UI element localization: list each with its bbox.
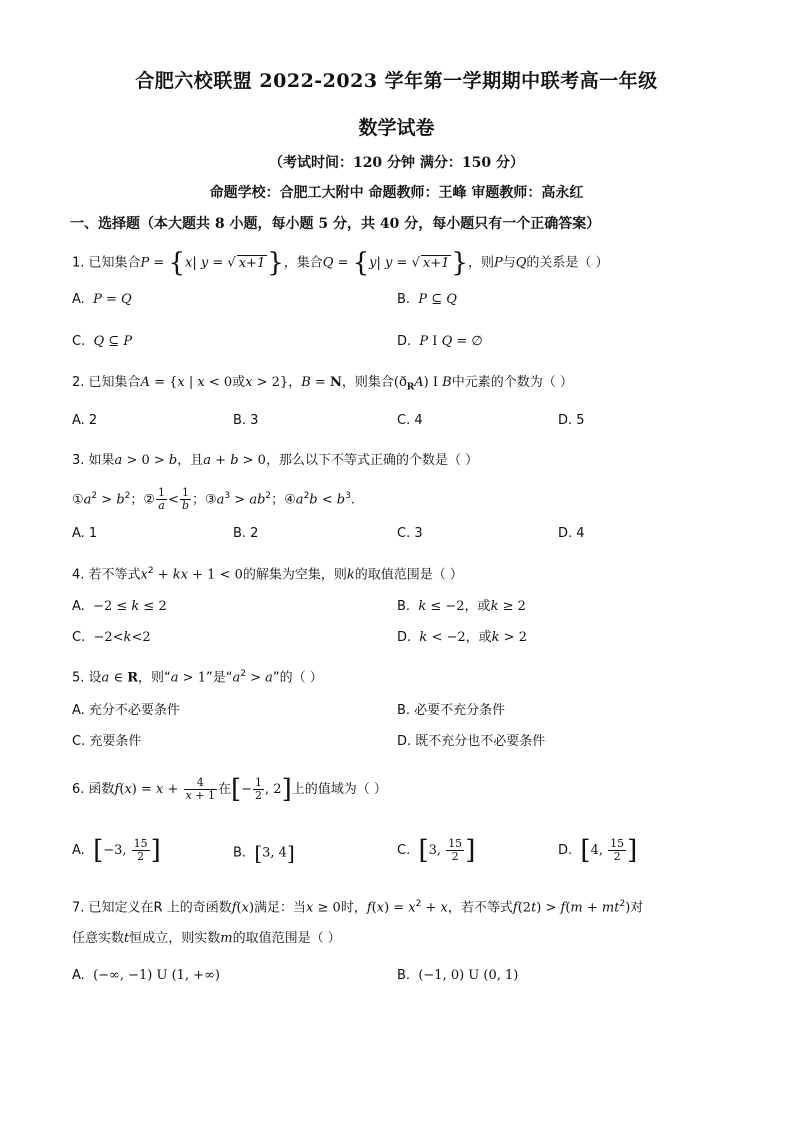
q2-option-a: A. 2 bbox=[72, 413, 98, 428]
q6-prefix: 6. 函数 bbox=[72, 782, 115, 797]
q5-prefix: 5. 设 bbox=[72, 670, 102, 686]
option-label: A. bbox=[72, 292, 85, 307]
q7-prefix: 7. 已知定义在R 上的奇函数 bbox=[72, 900, 232, 916]
q7-mid1: 满足：当 bbox=[254, 900, 307, 916]
option-label: A. bbox=[72, 968, 85, 983]
question-7: 7. 已知定义在R 上的奇函数f(x)满足：当x ≥ 0时，$f(x) = x^2 + x$，若不等式$f(2t) > f(m + mt^2)$对 bbox=[72, 899, 644, 916]
option-label: D. bbox=[397, 334, 412, 349]
q1-then: ，则 bbox=[467, 255, 494, 271]
q7-line2-mid: 恒成立，则实数 bbox=[129, 931, 221, 946]
q7-line2-prefix: 任意实数 bbox=[72, 931, 125, 946]
option-label: B. bbox=[397, 292, 411, 307]
q3-option-b: B. 2 bbox=[233, 526, 259, 541]
q3-suffix: ，那么以下不等式正确的个数是（ ） bbox=[265, 453, 479, 468]
q7-option-a: A. (−∞, −1) U (1, +∞) bbox=[72, 968, 220, 983]
exam-authors: 命题学校：合肥工大附中 命题教师：王峰 审题教师：高永红 bbox=[209, 185, 584, 201]
q6-option-a: A. [−3, $\frac{15}{2}$ ] bbox=[72, 835, 161, 866]
q6-option-d: D. [4, $\frac{15}{2}$ ] bbox=[558, 835, 638, 866]
q3-prefix: 3. 如果 bbox=[72, 453, 115, 468]
q7-mid3: ，若不等式 bbox=[447, 900, 513, 916]
q2-tail: ，则集合 bbox=[341, 375, 394, 390]
q6-option-c: C. [3, $\frac{15}{2}$ ] bbox=[397, 835, 476, 866]
question-4: 4. 若不等式$x^2$ + kx + 1 < 0的解集为空集，则k的取值范围是（ ） bbox=[72, 566, 463, 583]
q2-option-d: D. 5 bbox=[558, 413, 585, 428]
question-6: 6. 函数f(x) = x + $\frac{4}{x + 1}$ 在[− $\frac{1}{2}$ , 2]上的值域为（ ） bbox=[72, 774, 387, 805]
question-1: 1. 已知集合P = {x| y = √ x+1}，集合Q = {y| y = √ x+1}，则P与Q的关系是（ ） bbox=[72, 248, 609, 278]
q7-suffix: 对 bbox=[630, 900, 644, 916]
q5-option-b: B. 必要不充分条件 bbox=[397, 703, 506, 718]
question-2: 2. 已知集合A = {x | x < 0或x > 2}，B = N，则集合$(ð_RA)$ I B中元素的个数为（ ） bbox=[72, 375, 573, 393]
q4-option-c: C. −2<k<2 bbox=[72, 630, 151, 645]
q6-suffix: 上的值域为（ ） bbox=[291, 782, 387, 797]
option-label: B. bbox=[233, 845, 247, 861]
q2-mid: ， bbox=[288, 375, 302, 390]
q1-with: 与 bbox=[502, 255, 516, 271]
q7-option-b: B. (−1, 0) U (0, 1) bbox=[397, 968, 519, 983]
q4-option-a: A. −2 ≤ k ≤ 2 bbox=[72, 599, 167, 614]
option-label: D. bbox=[558, 843, 573, 858]
q1-mid: ，集合 bbox=[283, 255, 323, 271]
option-label: B. bbox=[397, 968, 411, 983]
q4-mid: 的解集为空集，则 bbox=[242, 567, 347, 583]
q1-option-b: B. P ⊆ Q bbox=[397, 292, 457, 307]
q5-option-c: C. 充要条件 bbox=[72, 734, 142, 749]
q2-prefix: 2. 已知集合 bbox=[72, 375, 141, 390]
q6-mid: 在 bbox=[217, 782, 231, 797]
q2-option-c: C. 4 bbox=[397, 413, 423, 428]
q3-option-d: D. 4 bbox=[558, 526, 585, 541]
q4-or: ，或 bbox=[465, 630, 492, 645]
option-label: A. bbox=[72, 843, 85, 858]
q4-option-b: B. k ≤ −2，或k ≥ 2 bbox=[397, 599, 526, 614]
q7-mid2: 时， bbox=[340, 900, 367, 916]
q2-suffix: 中元素的个数为（ ） bbox=[451, 375, 573, 390]
q4-or: ，或 bbox=[464, 599, 491, 614]
q1-prefix: 1. 已知集合 bbox=[72, 255, 141, 271]
q5-mid1: ，则“ bbox=[138, 670, 171, 686]
q4-option-d: D. k < −2，或k > 2 bbox=[397, 630, 527, 645]
question-3: 3. 如果a > 0 > b，且a + b > 0，那么以下不等式正确的个数是（ ） bbox=[72, 453, 479, 468]
q1-option-c: C. Q ⊆ P bbox=[72, 334, 133, 349]
q4-suffix: 的取值范围是（ ） bbox=[354, 567, 463, 583]
q5-suffix: ”的（ ） bbox=[272, 670, 323, 686]
q1-option-d: D. P I Q = ∅ bbox=[397, 334, 483, 349]
exam-title: 合肥六校联盟 2022-2023 学年第一学期期中联考高一年级 bbox=[135, 70, 658, 92]
section-heading: 一、选择题（本大题共 8 小题，每小题 5 分，共 40 分，每小题只有一个正确答案） bbox=[70, 216, 601, 232]
q3-mid: ，且 bbox=[177, 453, 204, 468]
question-5: 5. 设a ∈ R，则“a > 1”是“$a^2 > a$”的（ ） bbox=[72, 669, 323, 686]
question-7-line2: 任意实数t恒成立，则实数m的取值范围是（ ） bbox=[72, 931, 341, 946]
q1-suffix: 的关系是（ ） bbox=[526, 255, 609, 271]
q2-option-b: B. 3 bbox=[233, 413, 259, 428]
exam-info: （考试时间：120 分钟 满分：150 分） bbox=[268, 155, 525, 171]
q6-option-b: B. [3, 4] bbox=[233, 841, 295, 865]
q7-line2-suffix: 的取值范围是（ ） bbox=[232, 931, 341, 946]
q5-option-d: D. 既不充分也不必要条件 bbox=[397, 734, 546, 749]
q5-option-a: A. 充分不必要条件 bbox=[72, 703, 180, 718]
q5-mid2: ”是“ bbox=[205, 670, 233, 686]
q4-prefix: 4. 若不等式 bbox=[72, 567, 141, 583]
q3-option-c: C. 3 bbox=[397, 526, 423, 541]
option-label: C. bbox=[72, 334, 86, 349]
option-label: C. bbox=[397, 843, 411, 858]
q3-option-a: A. 1 bbox=[72, 526, 98, 541]
q3-statements: $①a^2 > b^2$；② $\frac{1}{a}$ < $\frac{1}{b}$ ；$③a^3 > ab^2$；$④a^2b < b^3$. bbox=[72, 486, 355, 513]
exam-subject: 数学试卷 bbox=[358, 117, 435, 139]
q1-option-a: A. P = Q bbox=[72, 292, 132, 307]
